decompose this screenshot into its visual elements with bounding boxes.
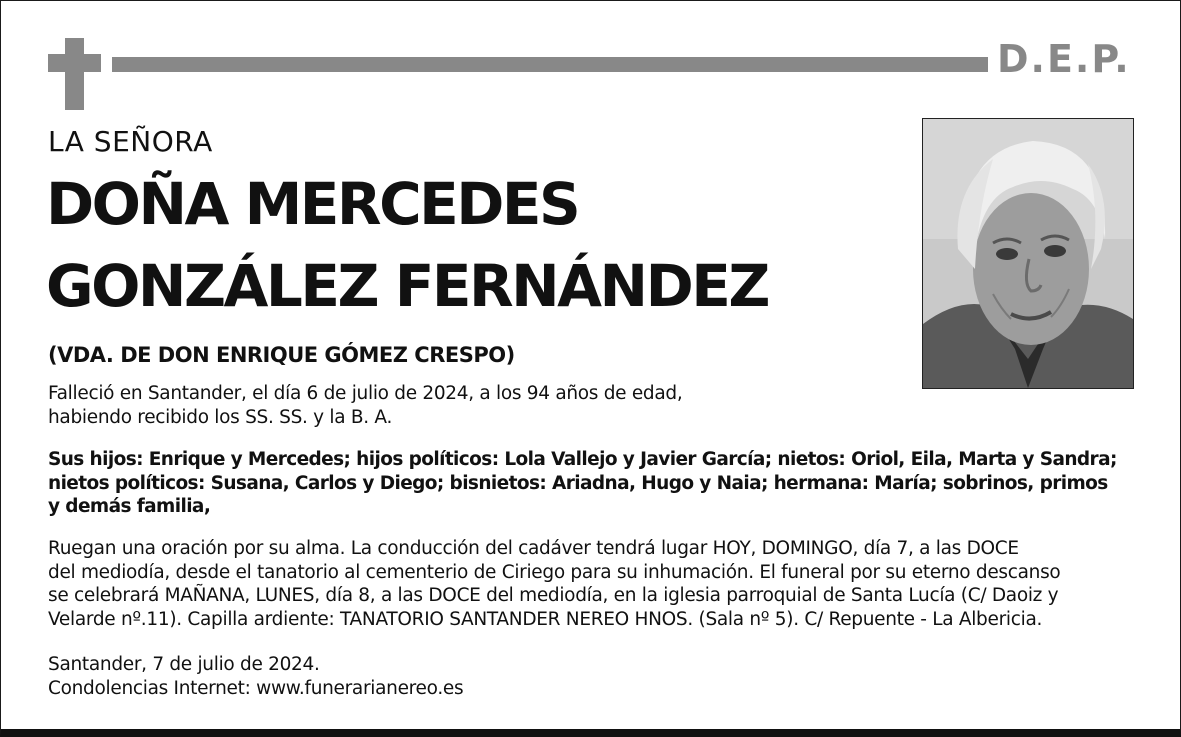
death-notice-line: habiendo recibido los SS. SS. y la B. A. [48, 406, 393, 428]
service-line: se celebrará MAÑANA, LUNES, día 8, a las DOCE del mediodía, en la iglesia parroquial de Santa Lucía (C/ Daoiz y [48, 585, 1059, 606]
cross-icon [65, 38, 84, 110]
rip-label: D.E.P. [997, 37, 1131, 81]
date-line: Santander, 7 de julio de 2024. [48, 654, 320, 675]
portrait-photo [922, 118, 1134, 389]
condolences-line: Condolencias Internet: www.funerarianereo.es [48, 677, 464, 699]
honorific: LA SEÑORA [48, 125, 213, 158]
death-notice-line: Falleció en Santander, el día 6 de julio de 2024, a los 94 años de edad, [48, 383, 683, 404]
service-details [48, 537, 1163, 631]
service-line: del mediodía, desde el tanatorio al cementerio de Ciriego para su inhumación. El funeral por su eterno descanso [48, 561, 1061, 583]
deceased-name-line1: DOÑA MERCEDES [46, 170, 579, 238]
portrait-image [923, 119, 1133, 388]
family-list [48, 448, 1158, 519]
service-line: Velarde nº.11). Capilla ardiente: TANATORIO SANTANDER NEREO HNOS. (Sala nº 5). C/ Repuente - La Albericia. [48, 608, 1043, 630]
cross-icon-bar [48, 54, 101, 72]
family-line: Sus hijos: Enrique y Mercedes; hijos políticos: Lola Vallejo y Javier García; nietos: Oriol, Eila, Marta y Sandra; [48, 449, 1117, 470]
footer [48, 653, 748, 700]
service-line: Ruegan una oración por su alma. La conducción del cadáver tendrá lugar HOY, DOMINGO, día 7, a las DOCE [48, 538, 1019, 559]
death-notice [48, 382, 808, 429]
header-rule [112, 57, 988, 72]
family-line: nietos políticos: Susana, Carlos y Diego; bisnietos: Ariadna, Hugo y Naia; hermana: María; sobrinos, primos [48, 472, 1108, 494]
widow-of: (VDA. DE DON ENRIQUE GÓMEZ CRESPO) [48, 343, 515, 367]
family-line: y demás familia, [48, 496, 211, 517]
deceased-name-line2: GONZÁLEZ FERNÁNDEZ [46, 252, 768, 320]
